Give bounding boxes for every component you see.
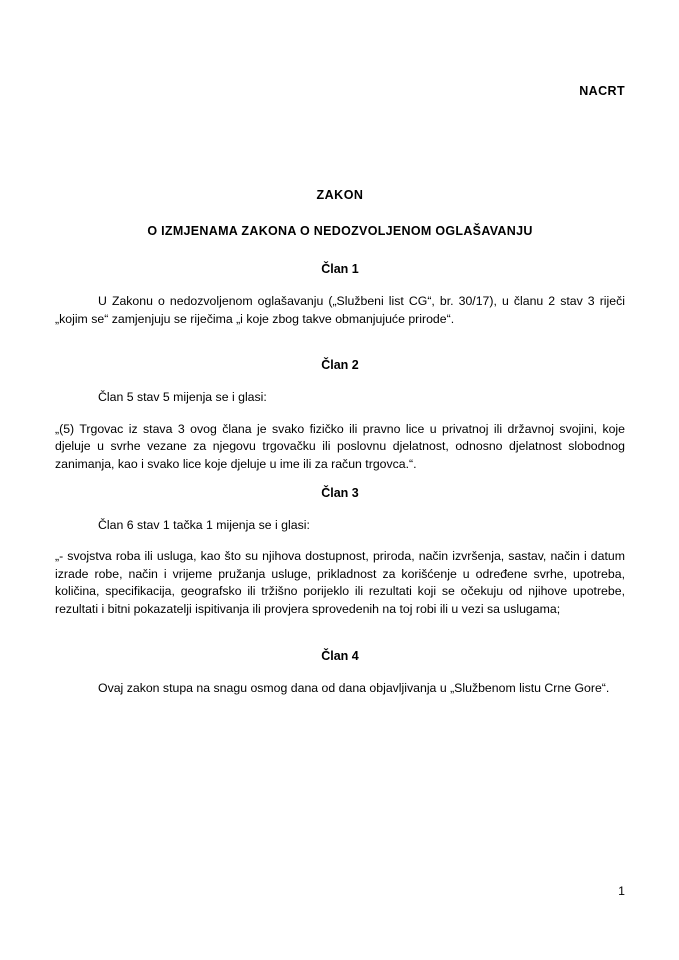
document-title: ZAKON — [316, 188, 364, 202]
article-heading-3: Član 3 — [321, 485, 359, 500]
page-number: 1 — [618, 884, 625, 898]
document-title-block — [55, 188, 625, 238]
article-body-4: Ovaj zakon stupa na snagu osmog dana od dana objavljivanja u „Službenom listu Crne Gore“. — [98, 680, 610, 695]
article-body-1: U Zakonu o nedozvoljenom oglašavanju („Službeni list CG“, br. 30/17), u članu 2 stav 3 riječi „kojim se“ zamjenjuju se riječima „i koje zbog takve obmanjujuće prirode“. — [55, 294, 625, 326]
article-leadin-2: Član 5 stav 5 mijenja se i glasi: — [98, 390, 267, 405]
article-quoted-2: „(5) Trgovac iz stava 3 ovog člana je svako fizičko ili pravno lice u privatnoj ili državnoj svojini, koje djeluje u svrhe vezane za njegovu trgovačku ili poslovnu djelatnost, odnosno djelatnost slobodnog zanimanja, kao i svako lice koje djeluje u ime ili za račun trgovca.“. — [55, 421, 625, 471]
article-heading-1: Član 1 — [321, 262, 359, 276]
article-heading-2: Član 2 — [321, 358, 359, 373]
article-leadin-3: Član 6 stav 1 tačka 1 mijenja se i glasi: — [98, 517, 310, 532]
document-body — [55, 262, 625, 697]
draft-status-label: NACRT — [579, 84, 625, 98]
document-subtitle: O IZMJENAMA ZAKONA O NEDOZVOLJENOM OGLAŠAVANJU — [147, 224, 533, 238]
article-heading-4: Član 4 — [321, 648, 359, 663]
article-quoted-3: „- svojstva roba ili usluga, kao što su njihova dostupnost, priroda, način izvršenja, sastav, način i datum izrade robe, način i vrijeme pružanja usluge, prikladnost za korišćenje u određene svrhe, upotreba, količina, specifikacija, geografsko ili tržišno porijeklo ili rezultati koji se očekuju od njihove upotrebe, rezultati i bitni pokazatelji ispitivanja ili provjera sprovedenih na toj robi ili u vezi sa uslugama; — [55, 549, 625, 616]
